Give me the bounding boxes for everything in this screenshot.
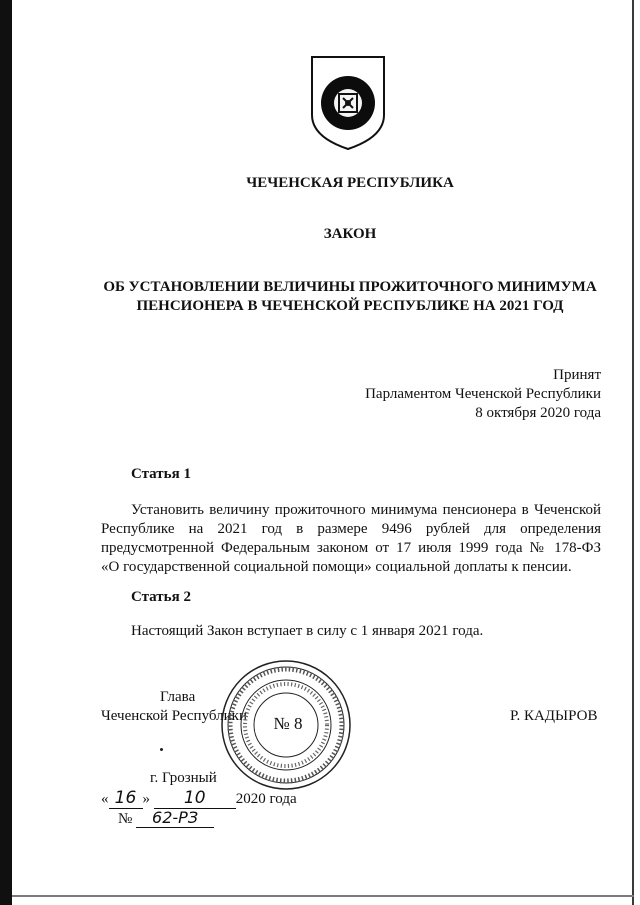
date-month-handwritten: 10	[154, 788, 236, 809]
article-1-line: «О государственной социальной помощи» социальной доплаты к пенсии.	[101, 559, 572, 575]
law-title-line-2: ПЕНСИОНЕРА В ЧЕЧЕНСКОЙ РЕСПУБЛИКЕ НА 2021 ГОД	[136, 298, 564, 314]
law-number-prefix: №	[118, 811, 133, 827]
article-1-text	[101, 501, 601, 577]
adoption-block	[300, 366, 601, 423]
signing-date	[101, 788, 297, 809]
signing-city: г. Грозный	[150, 770, 217, 786]
adoption-line-3: 8 октября 2020 года	[475, 405, 601, 421]
seal-number: № 8	[273, 714, 303, 733]
adoption-line-2: Парламентом Чеченской Республики	[365, 386, 601, 402]
article-1-line: предусмотренной Федеральным законом от 17 июля 1999 года № 178-ФЗ	[101, 540, 601, 556]
law-title-line-1: ОБ УСТАНОВЛЕНИИ ВЕЛИЧИНЫ ПРОЖИТОЧНОГО МИНИМУМА	[103, 279, 597, 295]
article-1-line: Республике на 2021 год в размере 9496 рублей для определения	[101, 521, 601, 537]
ink-dot	[160, 748, 163, 751]
signatory-title-line-1: Глава	[160, 689, 196, 705]
law-number	[118, 808, 214, 828]
law-label: ЗАКОН	[323, 226, 377, 242]
article-1-heading: Статья 1	[131, 466, 191, 482]
scan-edge-left	[0, 0, 12, 905]
law-title	[90, 278, 610, 316]
article-2-heading: Статья 2	[131, 589, 191, 605]
law-number-handwritten: 62-РЗ	[136, 808, 214, 828]
scan-edge-bottom	[12, 895, 634, 897]
signatory-title-line-2: Чеченской Республики	[101, 708, 247, 724]
adoption-line-1: Принят	[553, 367, 601, 383]
date-day-handwritten: 16	[109, 788, 143, 809]
article-1-line: Установить величину прожиточного минимума пенсионера в Чеченской	[131, 502, 601, 518]
scan-edge-right	[632, 0, 634, 905]
coat-of-arms-icon	[310, 55, 386, 151]
date-quote-open: «	[101, 791, 109, 807]
article-2-text: Настоящий Закон вступает в силу с 1 января 2021 года.	[131, 623, 484, 639]
date-quote-close: »	[142, 791, 150, 807]
signatory-name: Р. КАДЫРОВ	[510, 708, 598, 724]
date-year: 2020 года	[235, 791, 297, 807]
republic-heading: ЧЕЧЕНСКАЯ РЕСПУБЛИКА	[246, 175, 454, 191]
